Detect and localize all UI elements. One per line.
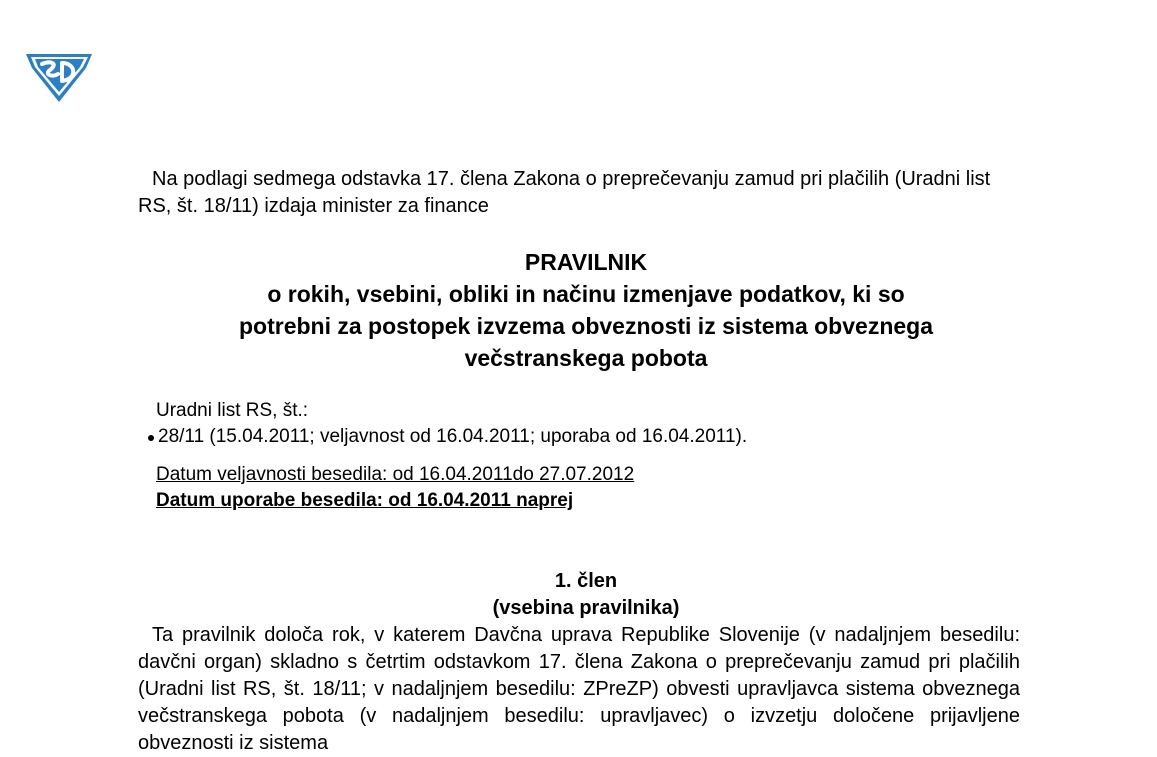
validity-date: Datum veljavnosti besedila: od 16.04.2011do 27.07.2012	[156, 464, 635, 485]
text-dates	[156, 462, 1038, 514]
application-date: Datum uporabe besedila: od 16.04.2011 naprej	[156, 490, 574, 511]
article-heading: (vsebina pravilnika)	[492, 597, 680, 619]
article-number: 1. člen	[554, 570, 618, 592]
title-subtitle: o rokih, vsebini, obliki in načinu izmenjave podatkov, ki so potrebni za postopek izvzema obveznosti iz sistema obveznega večstranskega pobota	[239, 281, 933, 371]
gazette-list	[156, 424, 1038, 450]
gazette-list-item: 28/11 (15.04.2011; veljavnost od 16.04.2011; uporaba od 16.04.2011).	[148, 424, 1038, 450]
gazette-label: Uradni list RS, št.:	[156, 400, 309, 421]
intro-paragraph: Na podlagi sedmega odstavka 17. člena Zakona o preprečevanju zamud pri plačilih (Uradni list RS, št. 18/11) izdaja minister za finance	[138, 168, 991, 217]
article-1-header	[138, 568, 1034, 622]
article-1-body: Ta pravilnik določa rok, v katerem Davčna uprava Republike Slovenije (v nadaljnjem besedilu: davčni organ) skladno s četrtim odstavkom 17. člena Zakona o preprečevanju zamud pri plačilih (Uradni list RS, št. 18/11; v nadaljnjem besedilu: ZPreZP) obvesti upravljavca sistema obveznega večstranskega pobota (v nadaljnjem besedilu: upravljavec) o izvzetju določene prijavljene obveznosti iz sistema	[138, 624, 1020, 754]
document-title	[138, 246, 1034, 374]
gazette-reference	[156, 398, 1038, 450]
sd-shield-logo-icon	[22, 48, 96, 104]
title-main: PRAVILNIK	[524, 249, 648, 275]
